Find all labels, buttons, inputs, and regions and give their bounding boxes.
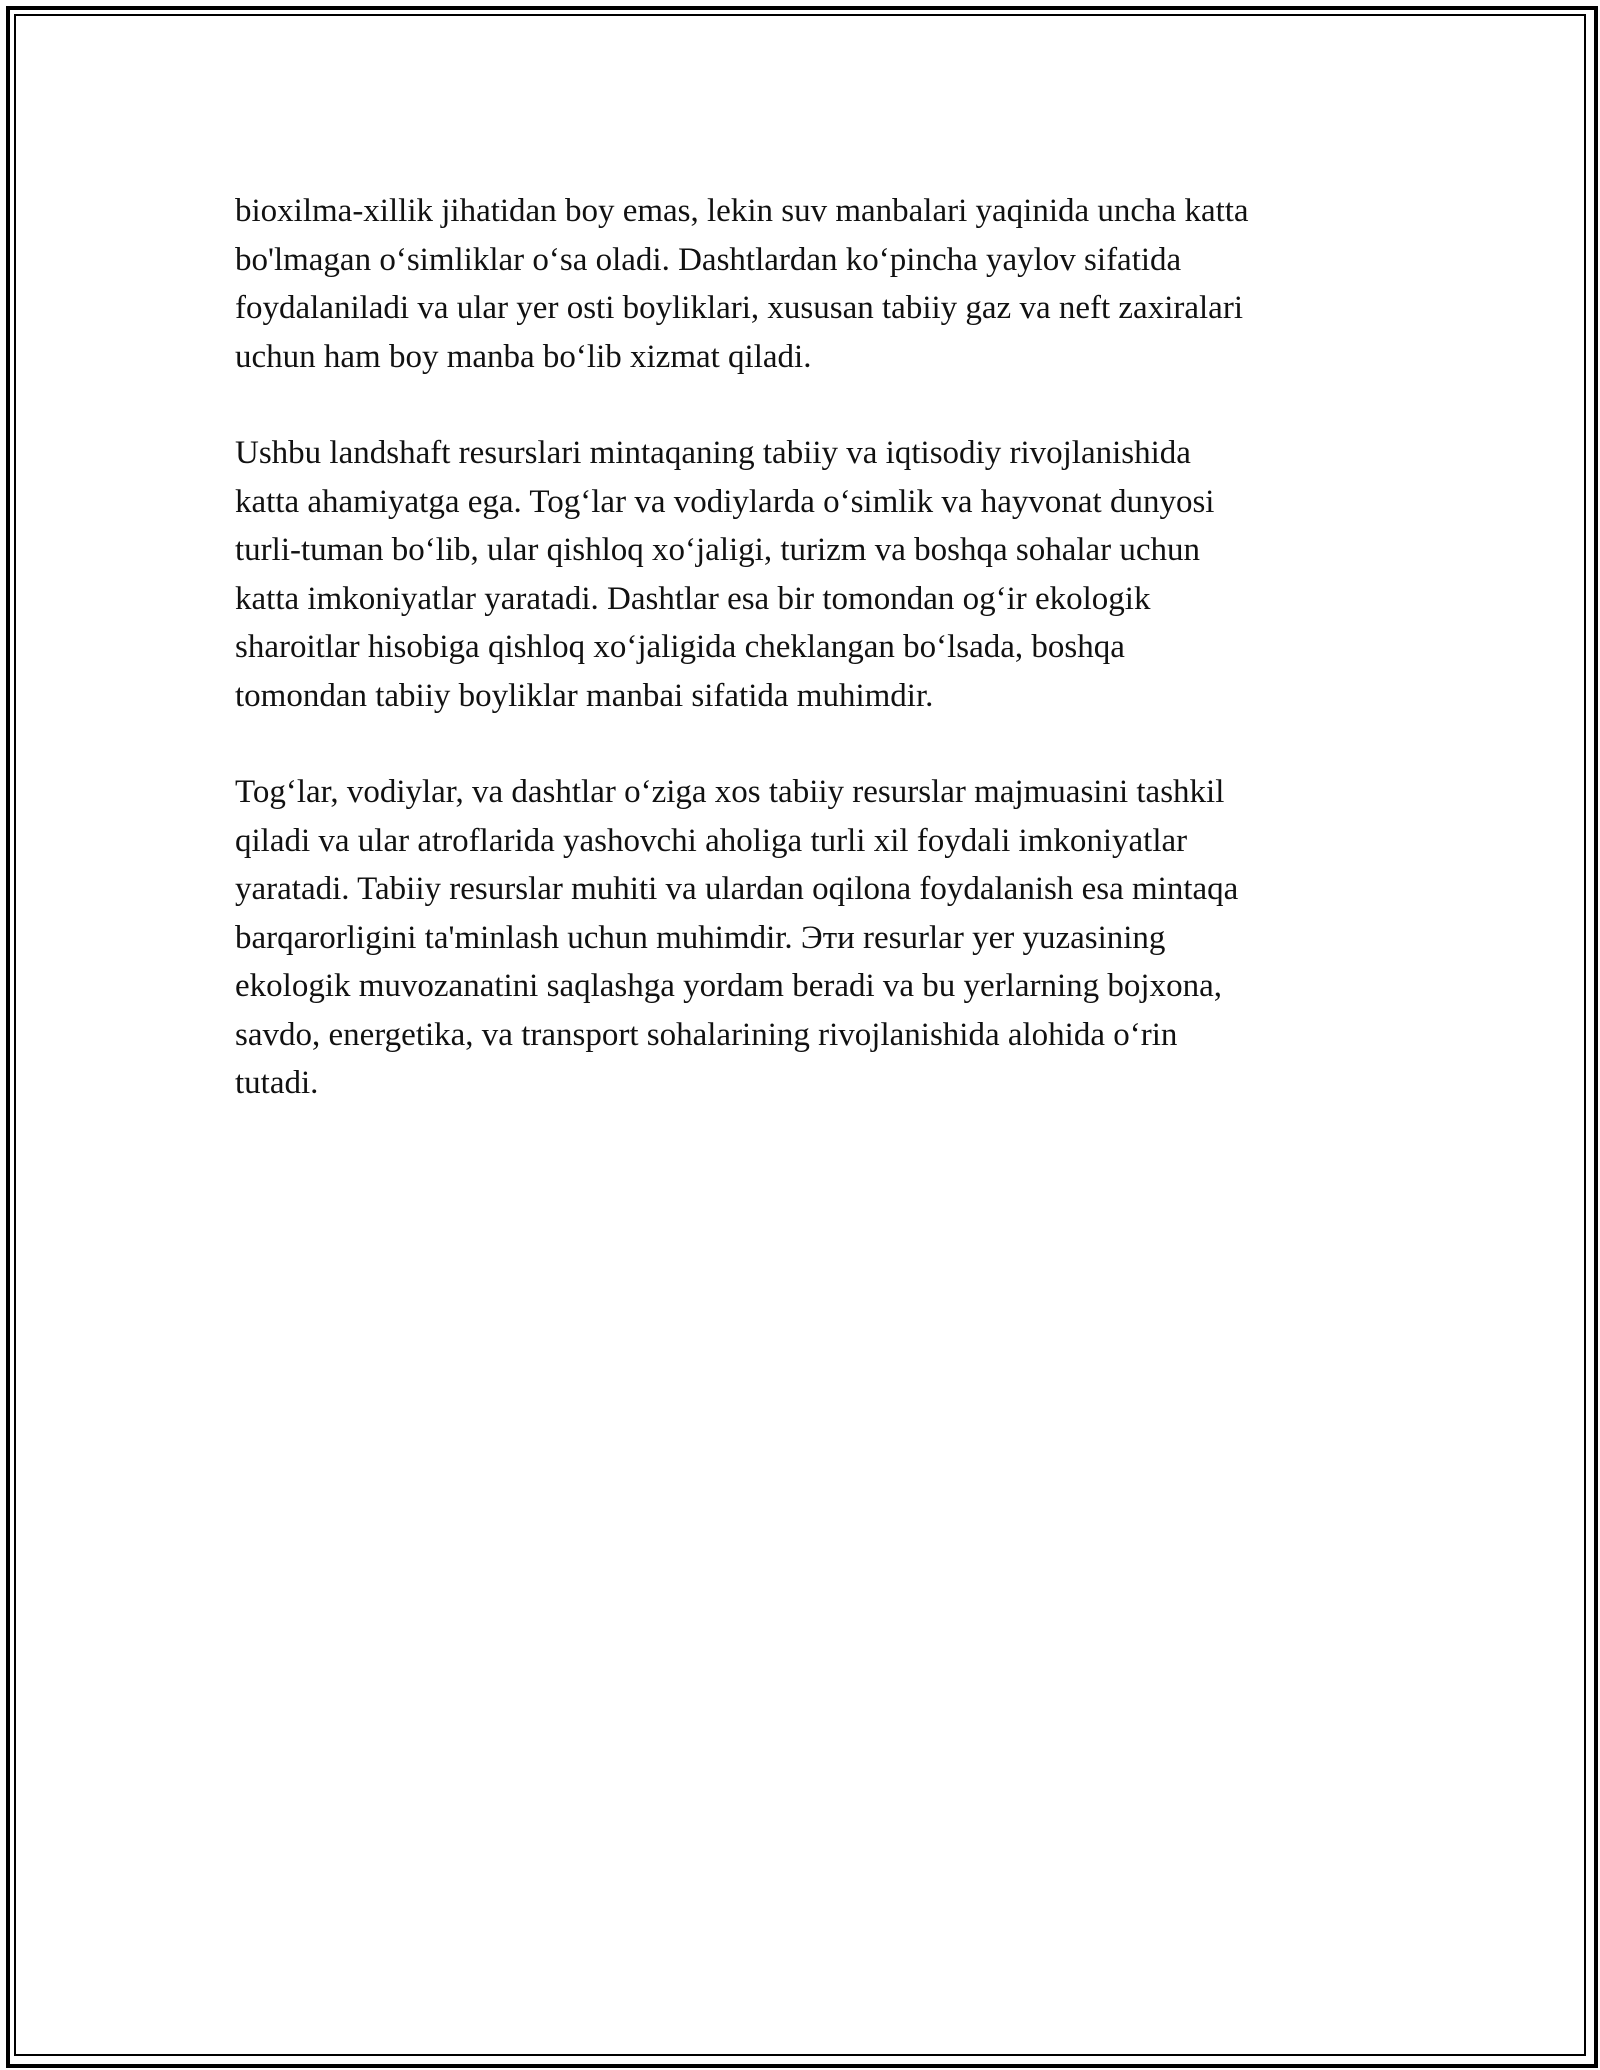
paragraph-1: bioxilma-xillik jihatidan boy emas, lekin suv manbalari yaqinida uncha katta bo'lmagan o‘simliklar o‘sa oladi. Dashtlardan ko‘pincha yaylov sifatida foydalaniladi va ular yer osti boyliklari, xususan tabiiy gaz va neft zaxiralari uchun ham boy manba bo‘lib xizmat qiladi. bbox=[235, 193, 1249, 375]
document-body bbox=[235, 187, 1370, 1156]
paragraph-2: Ushbu landshaft resurslari mintaqaning tabiiy va iqtisodiy rivojlanishida katta ahamiyatga ega. Tog‘lar va vodiylarda o‘simlik va hayvonat dunyosi turli-tuman bo‘lib, ular qishloq xo‘jaligi, turizm va boshqa sohalar uchun katta imkoniyatlar yaratadi. Dashtlar esa bir tomondan og‘ir ekologik sharoitlar hisobiga qishloq xo‘jaligida cheklangan bo‘lsada, boshqa tomondan tabiiy boyliklar manbai sifatida muhimdir. bbox=[235, 435, 1215, 714]
paragraph-3: Tog‘lar, vodiylar, va dashtlar o‘ziga xos tabiiy resurslar majmuasini tashkil qiladi va ular atroflarida yashovchi aholiga turli xil foydali imkoniyatlar yaratadi. Tabiiy resurslar muhiti va ulardan oqilona foydalanish esa mintaqa barqarorligini ta'minlash uchun muhimdir. Эти resurlar yer yuzasining ekologik muvozanatini saqlashga yordam beradi va bu yerlarning bojxona, savdo, energetika, va transport sohalarining rivojlanishida alohida o‘rin tutadi. bbox=[235, 774, 1239, 1101]
